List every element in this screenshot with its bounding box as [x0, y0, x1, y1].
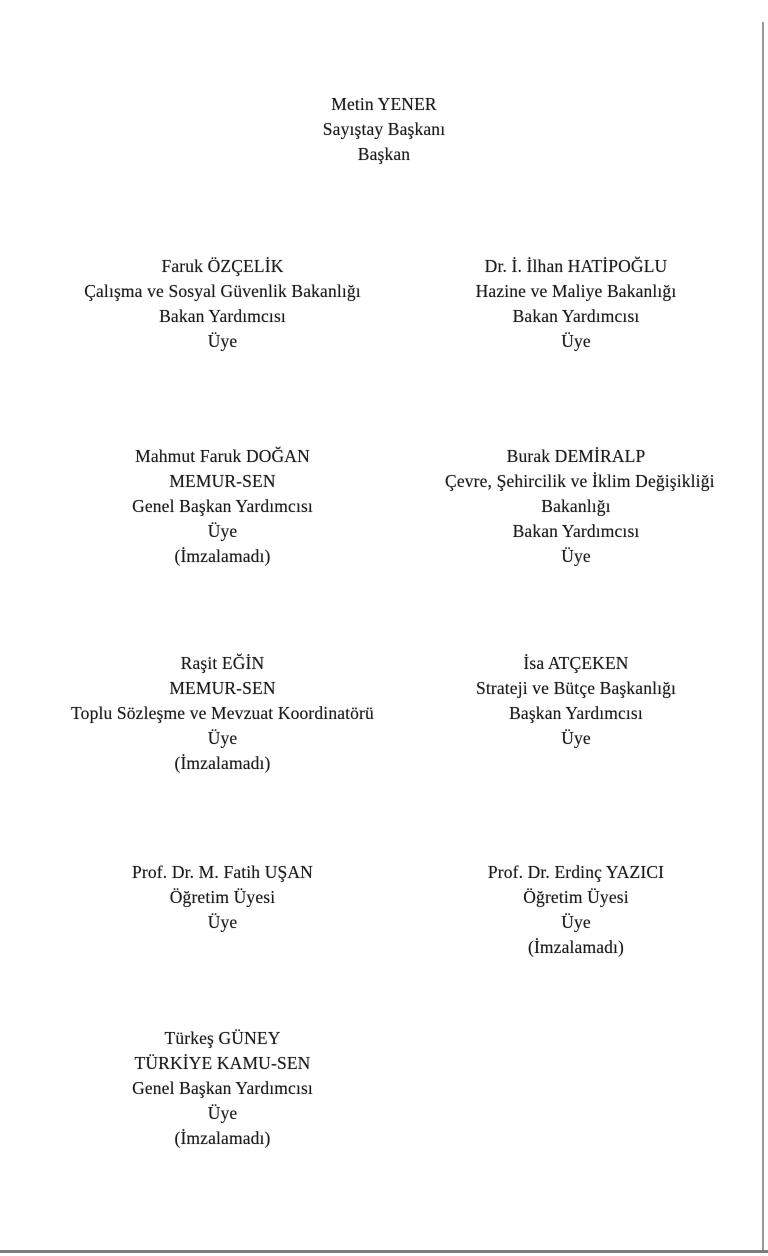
page-edge-line-right — [762, 22, 764, 1252]
signatory-name: Prof. Dr. Erdinç YAZICI — [487, 862, 665, 882]
signatory-role: Üye — [561, 546, 591, 566]
signatory-title: Bakan Yardımcısı — [512, 521, 640, 541]
signature-block-metin-yener — [0, 92, 768, 167]
signature-block-burak-demiralp — [445, 444, 715, 569]
signatory-role: Üye — [207, 728, 238, 748]
signatory-role: Üye — [207, 331, 238, 351]
signatory-org: TÜRKİYE KAMU-SEN — [134, 1053, 311, 1073]
signatory-org: Hazine ve Maliye Bakanlığı — [475, 281, 677, 301]
not-signed-note: (İmzalamadı) — [174, 546, 271, 566]
signatory-org: Strateji ve Bütçe Başkanlığı — [475, 678, 677, 698]
signatory-role: Üye — [561, 728, 591, 748]
signature-block-rasit-egin — [0, 651, 445, 776]
signatory-role: Başkan — [357, 144, 411, 164]
signature-block-faruk-ozcelik — [0, 254, 445, 354]
signatory-name: Burak DEMİRALP — [506, 446, 646, 466]
signatory-org: MEMUR-SEN — [169, 471, 276, 491]
signatory-role: Üye — [561, 331, 591, 351]
signature-block-m-fatih-usan — [0, 860, 445, 935]
signatory-title: Bakan Yardımcısı — [512, 306, 640, 326]
signatory-org: MEMUR-SEN — [169, 678, 276, 698]
signatory-role: Üye — [207, 1103, 238, 1123]
signature-row — [0, 1026, 768, 1151]
signatory-org: Çalışma ve Sosyal Güvenlik Bakanlığı — [84, 281, 361, 301]
signatory-name: Metin YENER — [331, 94, 437, 114]
page-edge-line-bottom — [0, 1250, 768, 1253]
signatory-title: Genel Başkan Yardımcısı — [132, 1078, 313, 1098]
signatory-role: Üye — [207, 521, 238, 541]
signatory-title: Sayıştay Başkanı — [322, 119, 446, 139]
signatory-name: Faruk ÖZÇELİK — [161, 256, 284, 276]
not-signed-note: (İmzalamadı) — [527, 937, 625, 957]
signatory-title: Genel Başkan Yardımcısı — [132, 496, 313, 516]
signatory-org: Çevre, Şehircilik ve İklim Değişikliği — [445, 471, 715, 491]
signatory-org-cont: Bakanlığı — [541, 496, 611, 516]
not-signed-note: (İmzalamadı) — [174, 1128, 271, 1148]
signatory-role: Üye — [207, 912, 238, 932]
signature-block-isa-atceken — [445, 651, 707, 751]
signature-block-mahmut-faruk-dogan — [0, 444, 445, 569]
signature-row — [0, 254, 768, 354]
signature-row — [0, 860, 768, 960]
signature-block-ilhan-hatipoglu — [445, 254, 707, 354]
signatory-title: Başkan Yardımcısı — [509, 703, 643, 723]
signatory-name: Raşit EĞİN — [180, 653, 265, 673]
signatory-title: Bakan Yardımcısı — [159, 306, 286, 326]
signatory-name: Mahmut Faruk DOĞAN — [135, 446, 310, 466]
signatory-name: İsa ATÇEKEN — [523, 653, 629, 673]
signatory-title: Öğretim Üyesi — [523, 887, 629, 907]
signatory-role: Üye — [561, 912, 591, 932]
signatory-name: Prof. Dr. M. Fatih UŞAN — [132, 862, 313, 882]
signatory-title: Toplu Sözleşme ve Mevzuat Koordinatörü — [71, 703, 374, 723]
signature-block-turkes-guney — [0, 1026, 445, 1151]
signature-block-erdinc-yazici — [445, 860, 707, 960]
signatory-name: Türkeş GÜNEY — [164, 1028, 281, 1048]
signature-row — [0, 651, 768, 776]
signatory-title: Öğretim Üyesi — [169, 887, 276, 907]
signatory-name: Dr. İ. İlhan HATİPOĞLU — [484, 256, 668, 276]
signature-row — [0, 444, 768, 569]
not-signed-note: (İmzalamadı) — [174, 753, 271, 773]
